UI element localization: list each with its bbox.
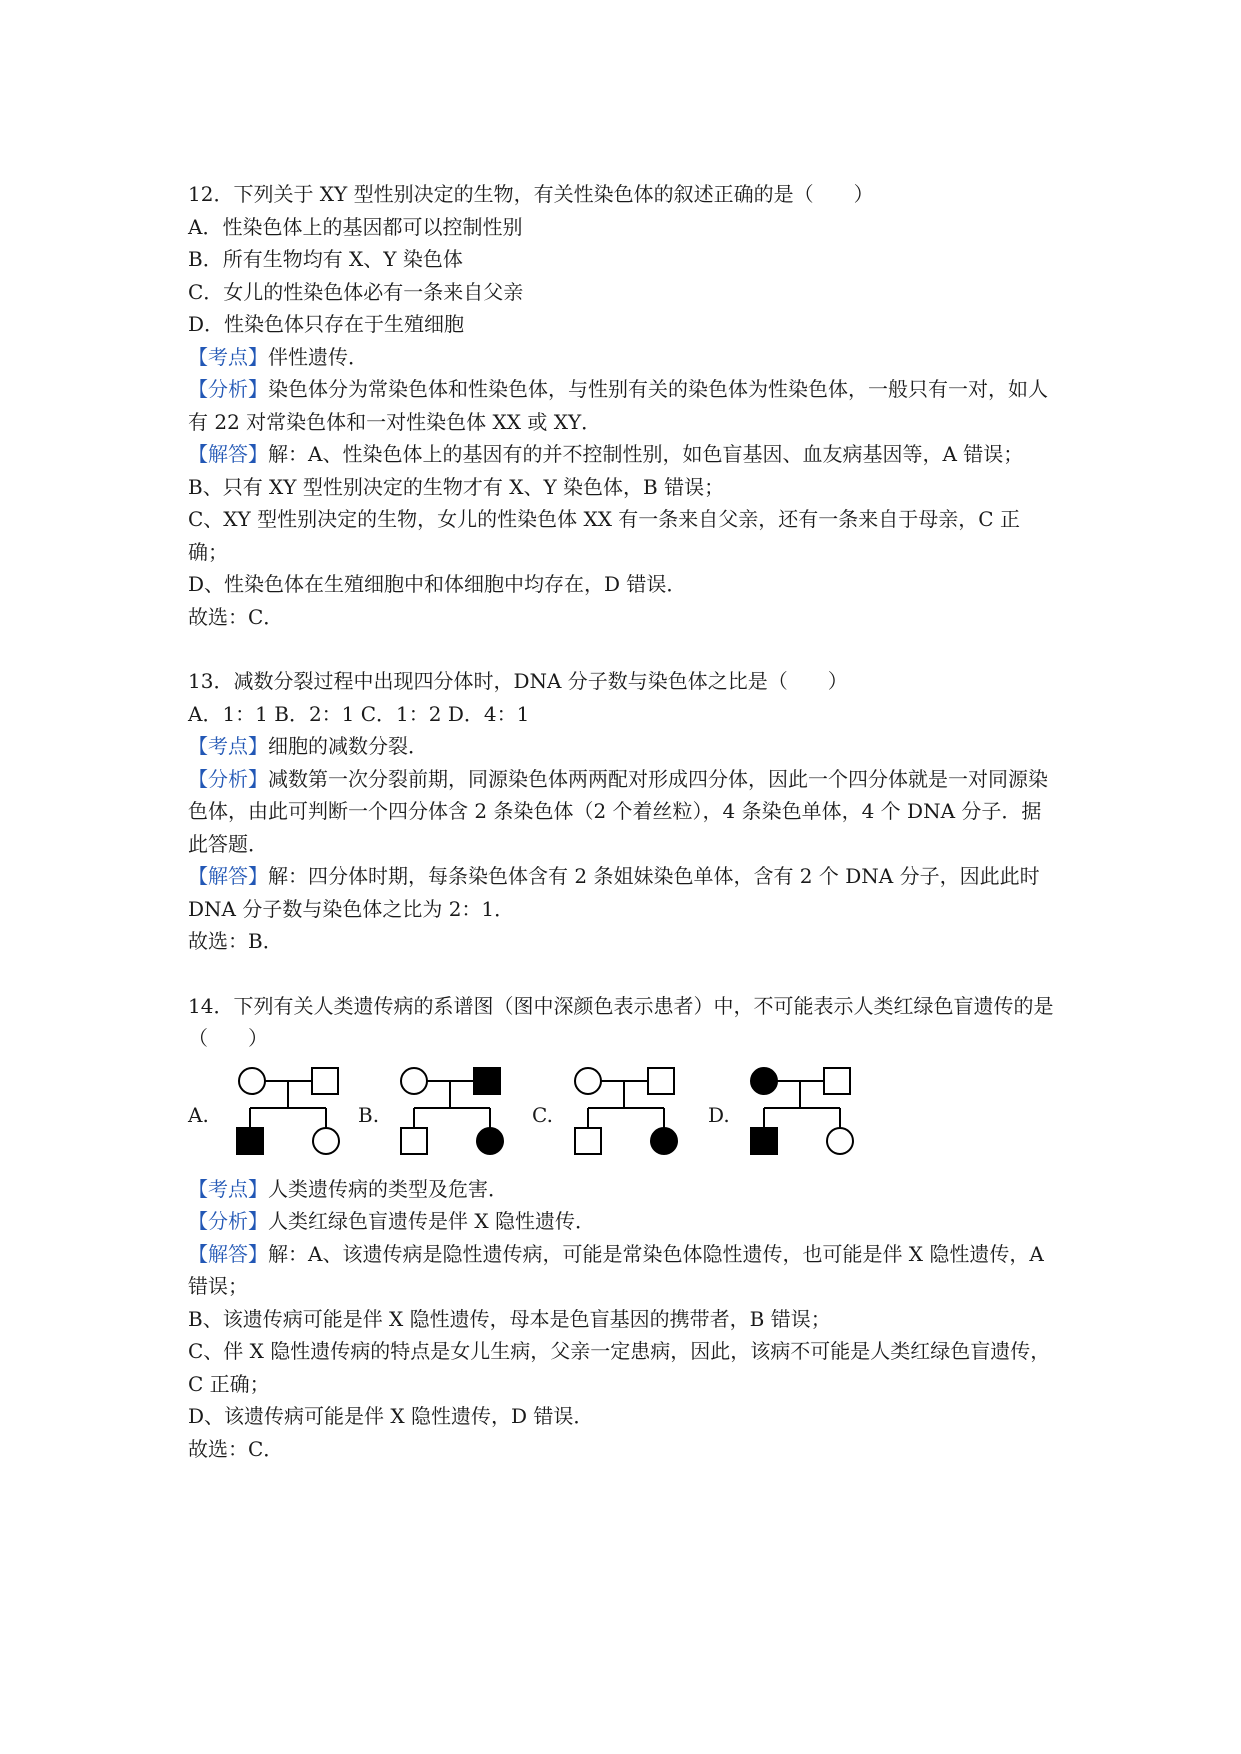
kaodian-text: 人类遗传病的类型及危害． <box>268 1176 508 1201</box>
jieda-tag: 【解答】 <box>188 864 268 888</box>
pedigree-option-c <box>532 1063 682 1167</box>
option-letter: D. <box>708 1102 730 1127</box>
fenxi-section <box>188 373 1058 438</box>
kaodian-tag: 【考点】 <box>188 1176 268 1201</box>
father-normal <box>824 1068 850 1094</box>
kaodian-tag: 【考点】 <box>188 344 268 369</box>
jieda-text: 解：四分体时期，每条染色体含有 2 条姐妹染色单体，含有 2 个 DNA 分子，因此此时 DNA 分子数与染色体之比为 2：1． <box>188 864 1040 921</box>
option-letter: A. <box>188 1102 209 1127</box>
option-d: D．性染色体只存在于生殖细胞 <box>188 312 465 336</box>
daughter-affected <box>651 1128 677 1154</box>
jieda-line: B、只有 XY 型性别决定的生物才有 X、Y 染色体，B 错误； <box>188 474 725 499</box>
daughter-normal <box>827 1128 853 1154</box>
pedigree-option-d <box>708 1063 858 1167</box>
jieda-tag: 【解答】 <box>188 1241 268 1266</box>
daughter-affected <box>477 1128 503 1154</box>
mother-normal <box>239 1068 265 1094</box>
jieda-line: D、该遗传病可能是伴 X 隐性遗传，D 错误． <box>188 1404 594 1428</box>
son-normal <box>401 1128 427 1154</box>
option-letter: B. <box>358 1102 380 1127</box>
jieda-tag: 【解答】 <box>188 442 268 466</box>
jieda-section <box>188 1238 1058 1303</box>
pedigree-chart-b <box>390 1063 510 1167</box>
fenxi-text: 人类红绿色盲遗传是伴 X 隐性遗传． <box>268 1209 595 1233</box>
answer-line: 故选：B． <box>188 929 283 953</box>
jieda-line: C、XY 型性别决定的生物，女儿的性染色体 XX 有一条来自父亲，还有一条来自于母亲，C 正确； <box>188 507 1020 564</box>
fenxi-section <box>188 1205 1058 1238</box>
pedigree-chart-c <box>564 1063 684 1167</box>
pedigree-option-b <box>358 1063 508 1167</box>
answer-line: 故选：C． <box>188 604 284 629</box>
fenxi-text: 减数第一次分裂前期，同源染色体两两配对形成四分体，因此一个四分体就是一对同源染色体，由此可判断一个四分体含 2 条染色体（2 个着丝粒），4 条染色单体，4 个 DNA 分子．据此答题． <box>188 766 1048 856</box>
jieda-text: 解：A、该遗传病是隐性遗传病，可能是常染色体隐性遗传，也可能是伴 X 隐性遗传，A 错误； <box>188 1241 1044 1298</box>
fenxi-section <box>188 763 1058 861</box>
jieda-line: D、性染色体在生殖细胞中和体细胞中均存在，D 错误． <box>188 572 687 596</box>
pedigree-option-a <box>188 1063 338 1167</box>
answer-line: 故选：C． <box>188 1436 284 1461</box>
kaodian-text: 伴性遗传． <box>268 344 368 369</box>
pedigree-chart-a <box>220 1063 340 1167</box>
jieda-line: B、该遗传病可能是伴 X 隐性遗传，母本是色盲基因的携带者，B 错误； <box>188 1306 831 1331</box>
mother-normal <box>575 1068 601 1094</box>
mother-normal <box>401 1068 427 1094</box>
pedigree-options <box>188 1063 1058 1167</box>
question-13 <box>188 665 1058 958</box>
option-c: C．女儿的性染色体必有一条来自父亲 <box>188 279 524 304</box>
option-b: B．所有生物均有 X、Y 染色体 <box>188 247 463 271</box>
kaodian-section <box>188 730 1058 763</box>
kaodian-section <box>188 1173 1058 1206</box>
jieda-section <box>188 438 1058 471</box>
father-normal <box>312 1068 338 1094</box>
son-affected <box>751 1128 777 1154</box>
jieda-section <box>188 860 1058 925</box>
fenxi-text: 染色体分为常染色体和性染色体，与性别有关的染色体为性染色体，一般只有一对，如人有 22 对常染色体和一对性染色体 XX 或 XY． <box>188 377 1048 434</box>
father-affected <box>474 1068 500 1094</box>
father-normal <box>648 1068 674 1094</box>
option-letter: C. <box>532 1102 553 1127</box>
pedigree-chart-d <box>740 1063 860 1167</box>
question-stem: 13．减数分裂过程中出现四分体时，DNA 分子数与染色体之比是（ ） <box>188 669 848 693</box>
fenxi-tag: 【分析】 <box>188 377 268 401</box>
question-12 <box>188 178 1058 633</box>
jieda-line: C、伴 X 隐性遗传病的特点是女儿生病，父亲一定患病，因此，该病不可能是人类红绿色盲遗传，C 正确； <box>188 1339 1051 1396</box>
exam-page <box>188 178 1058 1465</box>
daughter-normal <box>313 1128 339 1154</box>
kaodian-tag: 【考点】 <box>188 734 268 758</box>
son-normal <box>575 1128 601 1154</box>
fenxi-tag: 【分析】 <box>188 1209 268 1233</box>
question-stem: 12．下列关于 XY 型性别决定的生物，有关性染色体的叙述正确的是（ ） <box>188 182 874 206</box>
question-14 <box>188 990 1058 1466</box>
kaodian-section <box>188 341 1058 374</box>
options-line: A．1：1 B．2：1 C．1：2 D．4：1 <box>188 701 530 726</box>
fenxi-tag: 【分析】 <box>188 766 268 791</box>
son-affected <box>237 1128 263 1154</box>
mother-affected <box>751 1068 777 1094</box>
kaodian-text: 细胞的减数分裂． <box>268 734 428 758</box>
option-a: A．性染色体上的基因都可以控制性别 <box>188 214 523 239</box>
question-stem: 14．下列有关人类遗传病的系谱图（图中深颜色表示患者）中，不可能表示人类红绿色盲遗传的是（ ） <box>188 993 1054 1050</box>
jieda-text: 解：A、性染色体上的基因有的并不控制性别，如色盲基因、血友病基因等，A 错误； <box>268 442 1024 466</box>
